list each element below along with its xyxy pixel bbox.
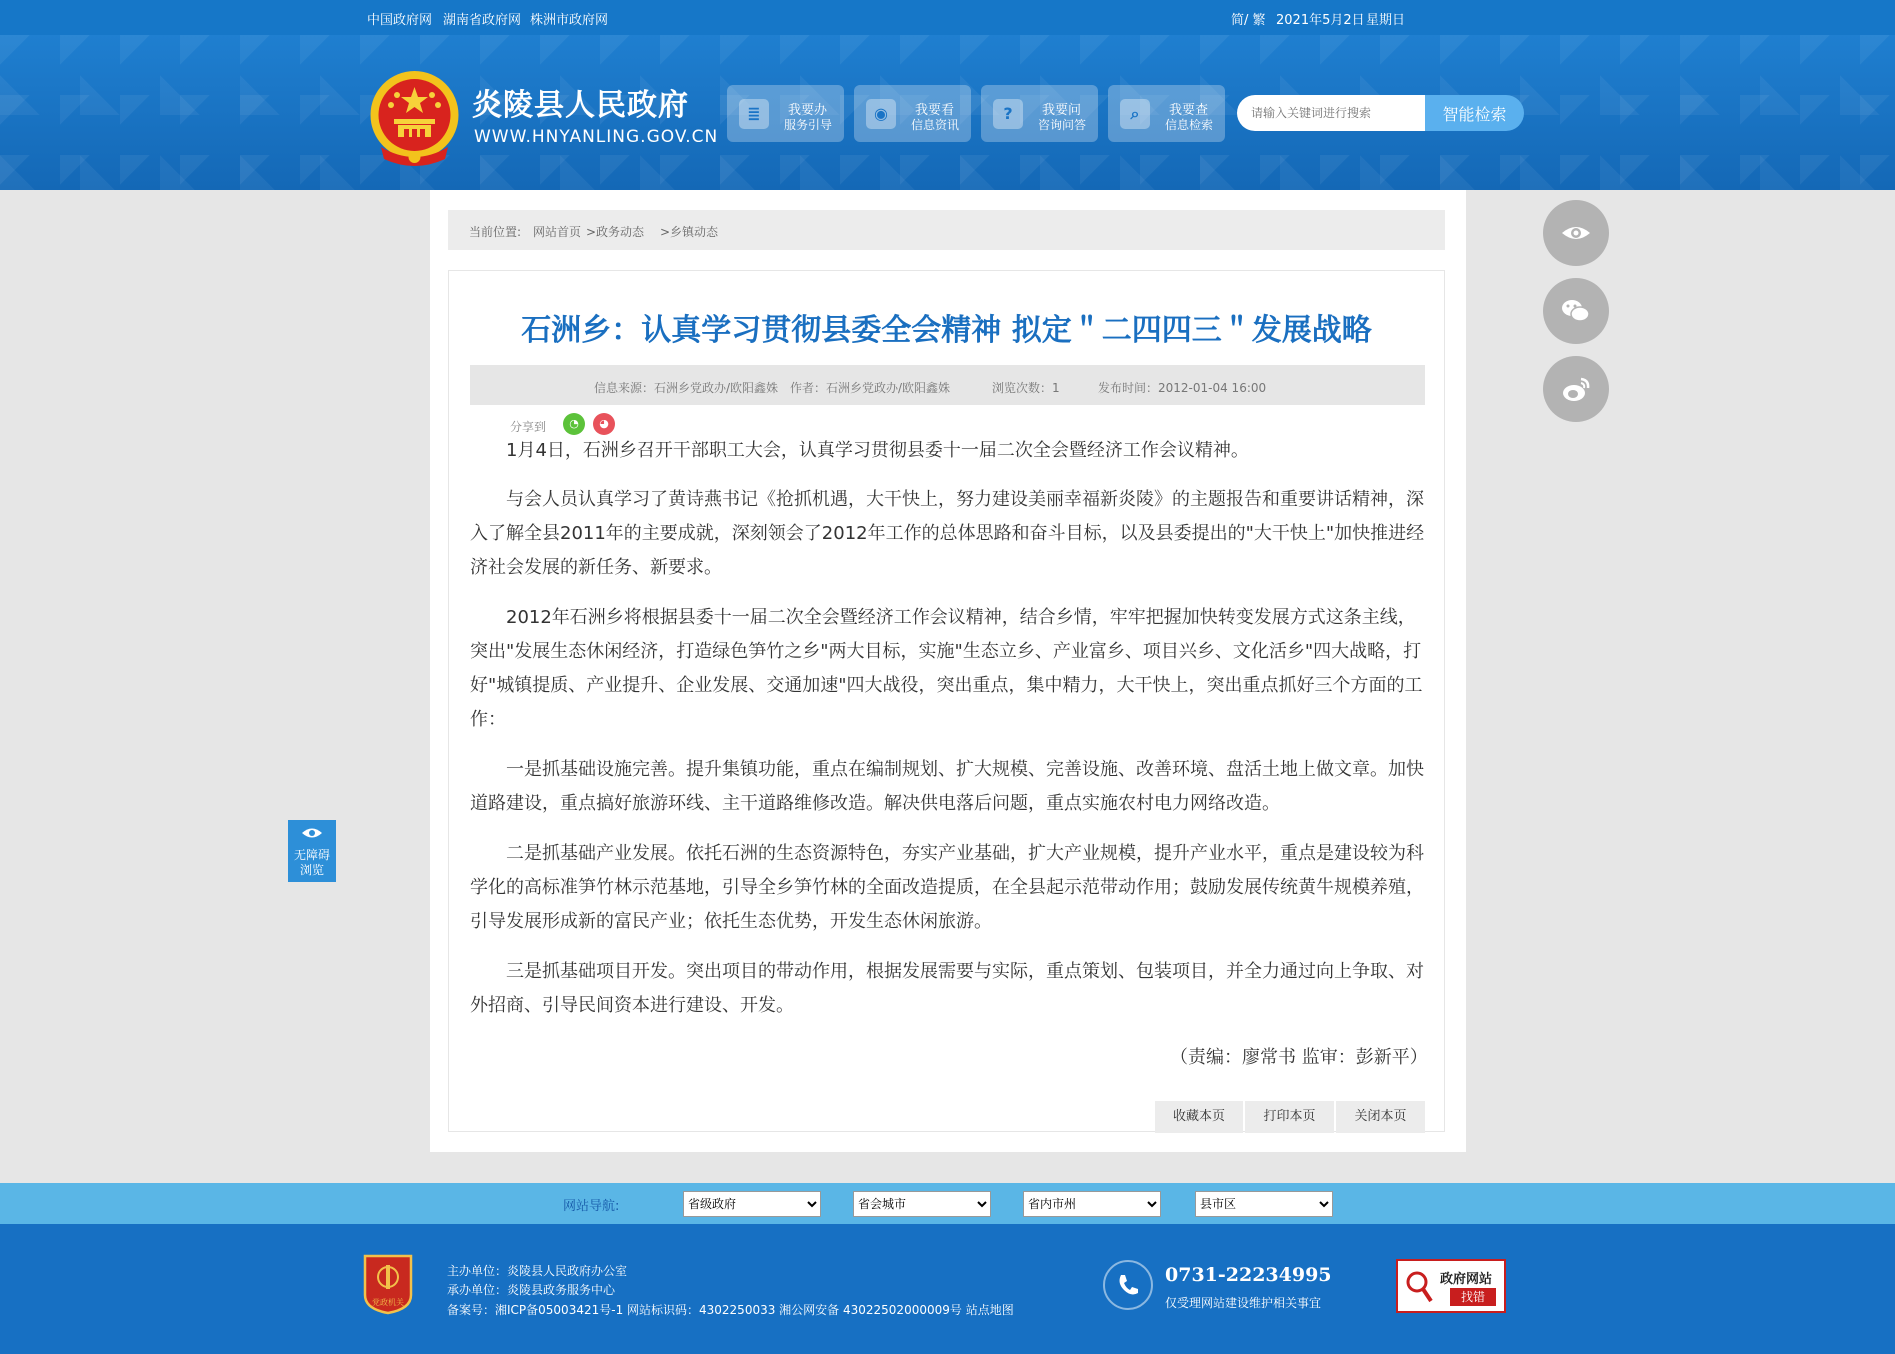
footer-record: 备案号：湘ICP备05003421号-1 网站标识码：4302250033 湘公网安备 43022502000009号 站点地图 [447, 1303, 1014, 1317]
eye-icon [1560, 217, 1592, 249]
float-weibo-button[interactable] [1543, 356, 1609, 422]
consult-qa-button[interactable] [981, 85, 1098, 142]
search-icon: ⌕ [1120, 99, 1150, 129]
article-paragraph: 1月4日，石洲乡召开干部职工大会，认真学习贯彻县委十一届二次全会暨经济工作会议精神。 [506, 440, 1249, 461]
province-gov-select[interactable] [683, 1191, 821, 1217]
info-search-sublabel: 信息检索 [1165, 118, 1214, 132]
info-search-button[interactable] [1108, 85, 1225, 142]
breadcrumb-label: 当前位置: [469, 225, 522, 239]
error-title: 政府网站 [1440, 1272, 1493, 1287]
breadcrumb-town-news[interactable]: >乡镇动态 [660, 225, 719, 239]
article-paragraph: 2012年石洲乡将根据县委十一届二次全会暨经济工作会议精神，结合乡情，牢牢把握加快转变发展方式这条主线，突出"发展生态休闲经济，打造绿色笋竹之乡"两大目标，实施"生态立乡、产业富乡、项目兴乡、文化活乡"四大战略，打好"城镇提质、产业提升、企业发展、交通加速"四大战役，突出重点，集中精力，大干快上，突出重点抓好三个方面的工作： [470, 607, 1423, 730]
phone-icon [1103, 1260, 1153, 1310]
link-zhuzhou-gov[interactable]: 株洲市政府网 [530, 13, 609, 28]
site-navigation-bar [0, 1183, 1895, 1224]
prefecture-select[interactable] [1023, 1191, 1161, 1217]
weibo-share-icon[interactable]: ◕ [593, 413, 615, 435]
link-hunan-gov[interactable]: 湖南省政府网 [443, 13, 522, 28]
national-emblem-icon [367, 69, 462, 170]
service-guide-button[interactable] [727, 85, 844, 142]
footer-operator: 承办单位：炎陵县政务服务中心 [447, 1283, 616, 1297]
footer-host: 主办单位：炎陵县人民政府办公室 [447, 1264, 628, 1278]
current-weekday: 星期日 [1366, 13, 1406, 28]
wechat-share-icon[interactable]: ◔ [563, 413, 585, 435]
info-news-label: 我要看 [915, 103, 955, 118]
search-input[interactable] [1237, 95, 1425, 131]
site-url: WWW.HNYANLING.GOV.CN [474, 127, 719, 147]
badge-text: 党政机关 [372, 1298, 404, 1307]
error-tag: 找错 [1450, 1288, 1496, 1306]
article-credit: （责编：廖常书 监审：彭新平） [1170, 1047, 1428, 1068]
meta-views: 浏览次数：1 [992, 381, 1060, 395]
share-label: 分享到 [510, 420, 547, 434]
county-select[interactable] [1195, 1191, 1333, 1217]
footer-phone: 0731-22234995 [1165, 1264, 1332, 1286]
party-gov-badge-icon[interactable] [362, 1253, 414, 1315]
accessibility-label-1: 无障碍 [293, 848, 330, 862]
eye-icon [301, 826, 323, 840]
article-title: 石洲乡：认真学习贯彻县委全会精神 拟定＂二四四三＂发展战略 [521, 313, 1372, 348]
breadcrumb-home[interactable]: 网站首页 [533, 225, 582, 239]
info-search-label: 我要查 [1169, 103, 1209, 118]
document-icon: ≣ [739, 99, 769, 129]
accessibility-label-2: 浏览 [299, 863, 324, 877]
link-china-gov[interactable]: 中国政府网 [367, 13, 433, 28]
meta-author: 作者：石洲乡党政办/欧阳鑫姝 [790, 381, 951, 395]
site-title: 炎陵县人民政府 [472, 88, 689, 123]
accessibility-button[interactable] [288, 820, 336, 882]
service-guide-label: 我要办 [788, 103, 828, 118]
bookmark-page-button[interactable]: 收藏本页 [1155, 1101, 1243, 1133]
close-page-button[interactable]: 关闭本页 [1336, 1101, 1425, 1133]
footer [0, 1224, 1895, 1354]
article-paragraph: 三是抓基础项目开发。突出项目的带动作用，根据发展需要与实际，重点策划、包装项目，并全力通过向上争取、对外招商、引导民间资本进行建设、开发。 [470, 961, 1424, 1016]
consult-qa-sublabel: 咨询问答 [1038, 118, 1087, 132]
article-meta [470, 365, 1425, 405]
breadcrumb [448, 210, 1445, 250]
service-guide-sublabel: 服务引导 [784, 118, 833, 132]
eye-icon: ◉ [866, 99, 896, 129]
article-paragraph: 与会人员认真学习了黄诗燕书记《抢抓机遇，大干快上，努力建设美丽幸福新炎陵》的主题报告和重要讲话精神，深入了解全县2011年的主要成就，深刻领会了2012年工作的总体思路和奋斗目标，以及县委提出的"大干快上"加快推进经济社会发展的新任务、新要求。 [470, 489, 1425, 578]
float-wechat-button[interactable] [1543, 278, 1609, 344]
report-error-button[interactable] [1396, 1259, 1506, 1313]
wechat-icon [1560, 295, 1592, 327]
meta-source: 信息来源：石洲乡党政办/欧阳鑫姝 [594, 381, 779, 395]
capital-city-select[interactable] [853, 1191, 991, 1217]
weibo-icon [1560, 373, 1592, 405]
footer-phone-note: 仅受理网站建设维护相关事宜 [1165, 1296, 1322, 1310]
meta-published: 发布时间：2012-01-04 16:00 [1098, 381, 1267, 395]
info-news-sublabel: 信息资讯 [911, 118, 960, 132]
consult-qa-label: 我要问 [1042, 103, 1082, 118]
article-paragraph: 二是抓基础产业发展。依托石洲的生态资源特色，夯实产业基础，扩大产业规模，提升产业水平，重点是建设较为科学化的高标准笋竹林示范基地，引导全乡笋竹林的全面改造提质，在全县起示范带动作用；鼓励发展传统黄牛规模养殖，引导发展形成新的富民产业；依托生态优势，开发生态休闲旅游。 [470, 843, 1424, 932]
smart-search-button[interactable]: 智能检索 [1425, 95, 1524, 131]
language-toggle[interactable]: 简/ 繁 [1231, 13, 1266, 28]
search-bar [1237, 95, 1524, 131]
article-paragraph: 一是抓基础设施完善。提升集镇功能，重点在编制规划、扩大规模、完善设施、改善环境、盘活土地上做文章。加快道路建设，重点搞好旅游环线、主干道路维修改造。解决供电落后问题，重点实施农村电力网络改造。 [470, 759, 1424, 814]
float-view-button[interactable] [1543, 200, 1609, 266]
current-date: 2021年5月2日 [1276, 13, 1365, 28]
magnifier-icon [1404, 1269, 1434, 1305]
site-nav-label: 网站导航: [563, 1199, 620, 1214]
question-icon: ? [993, 99, 1023, 129]
top-bar [0, 0, 1895, 35]
info-news-button[interactable] [854, 85, 971, 142]
print-page-button[interactable]: 打印本页 [1245, 1101, 1334, 1133]
breadcrumb-news[interactable]: >政务动态 [586, 225, 645, 239]
